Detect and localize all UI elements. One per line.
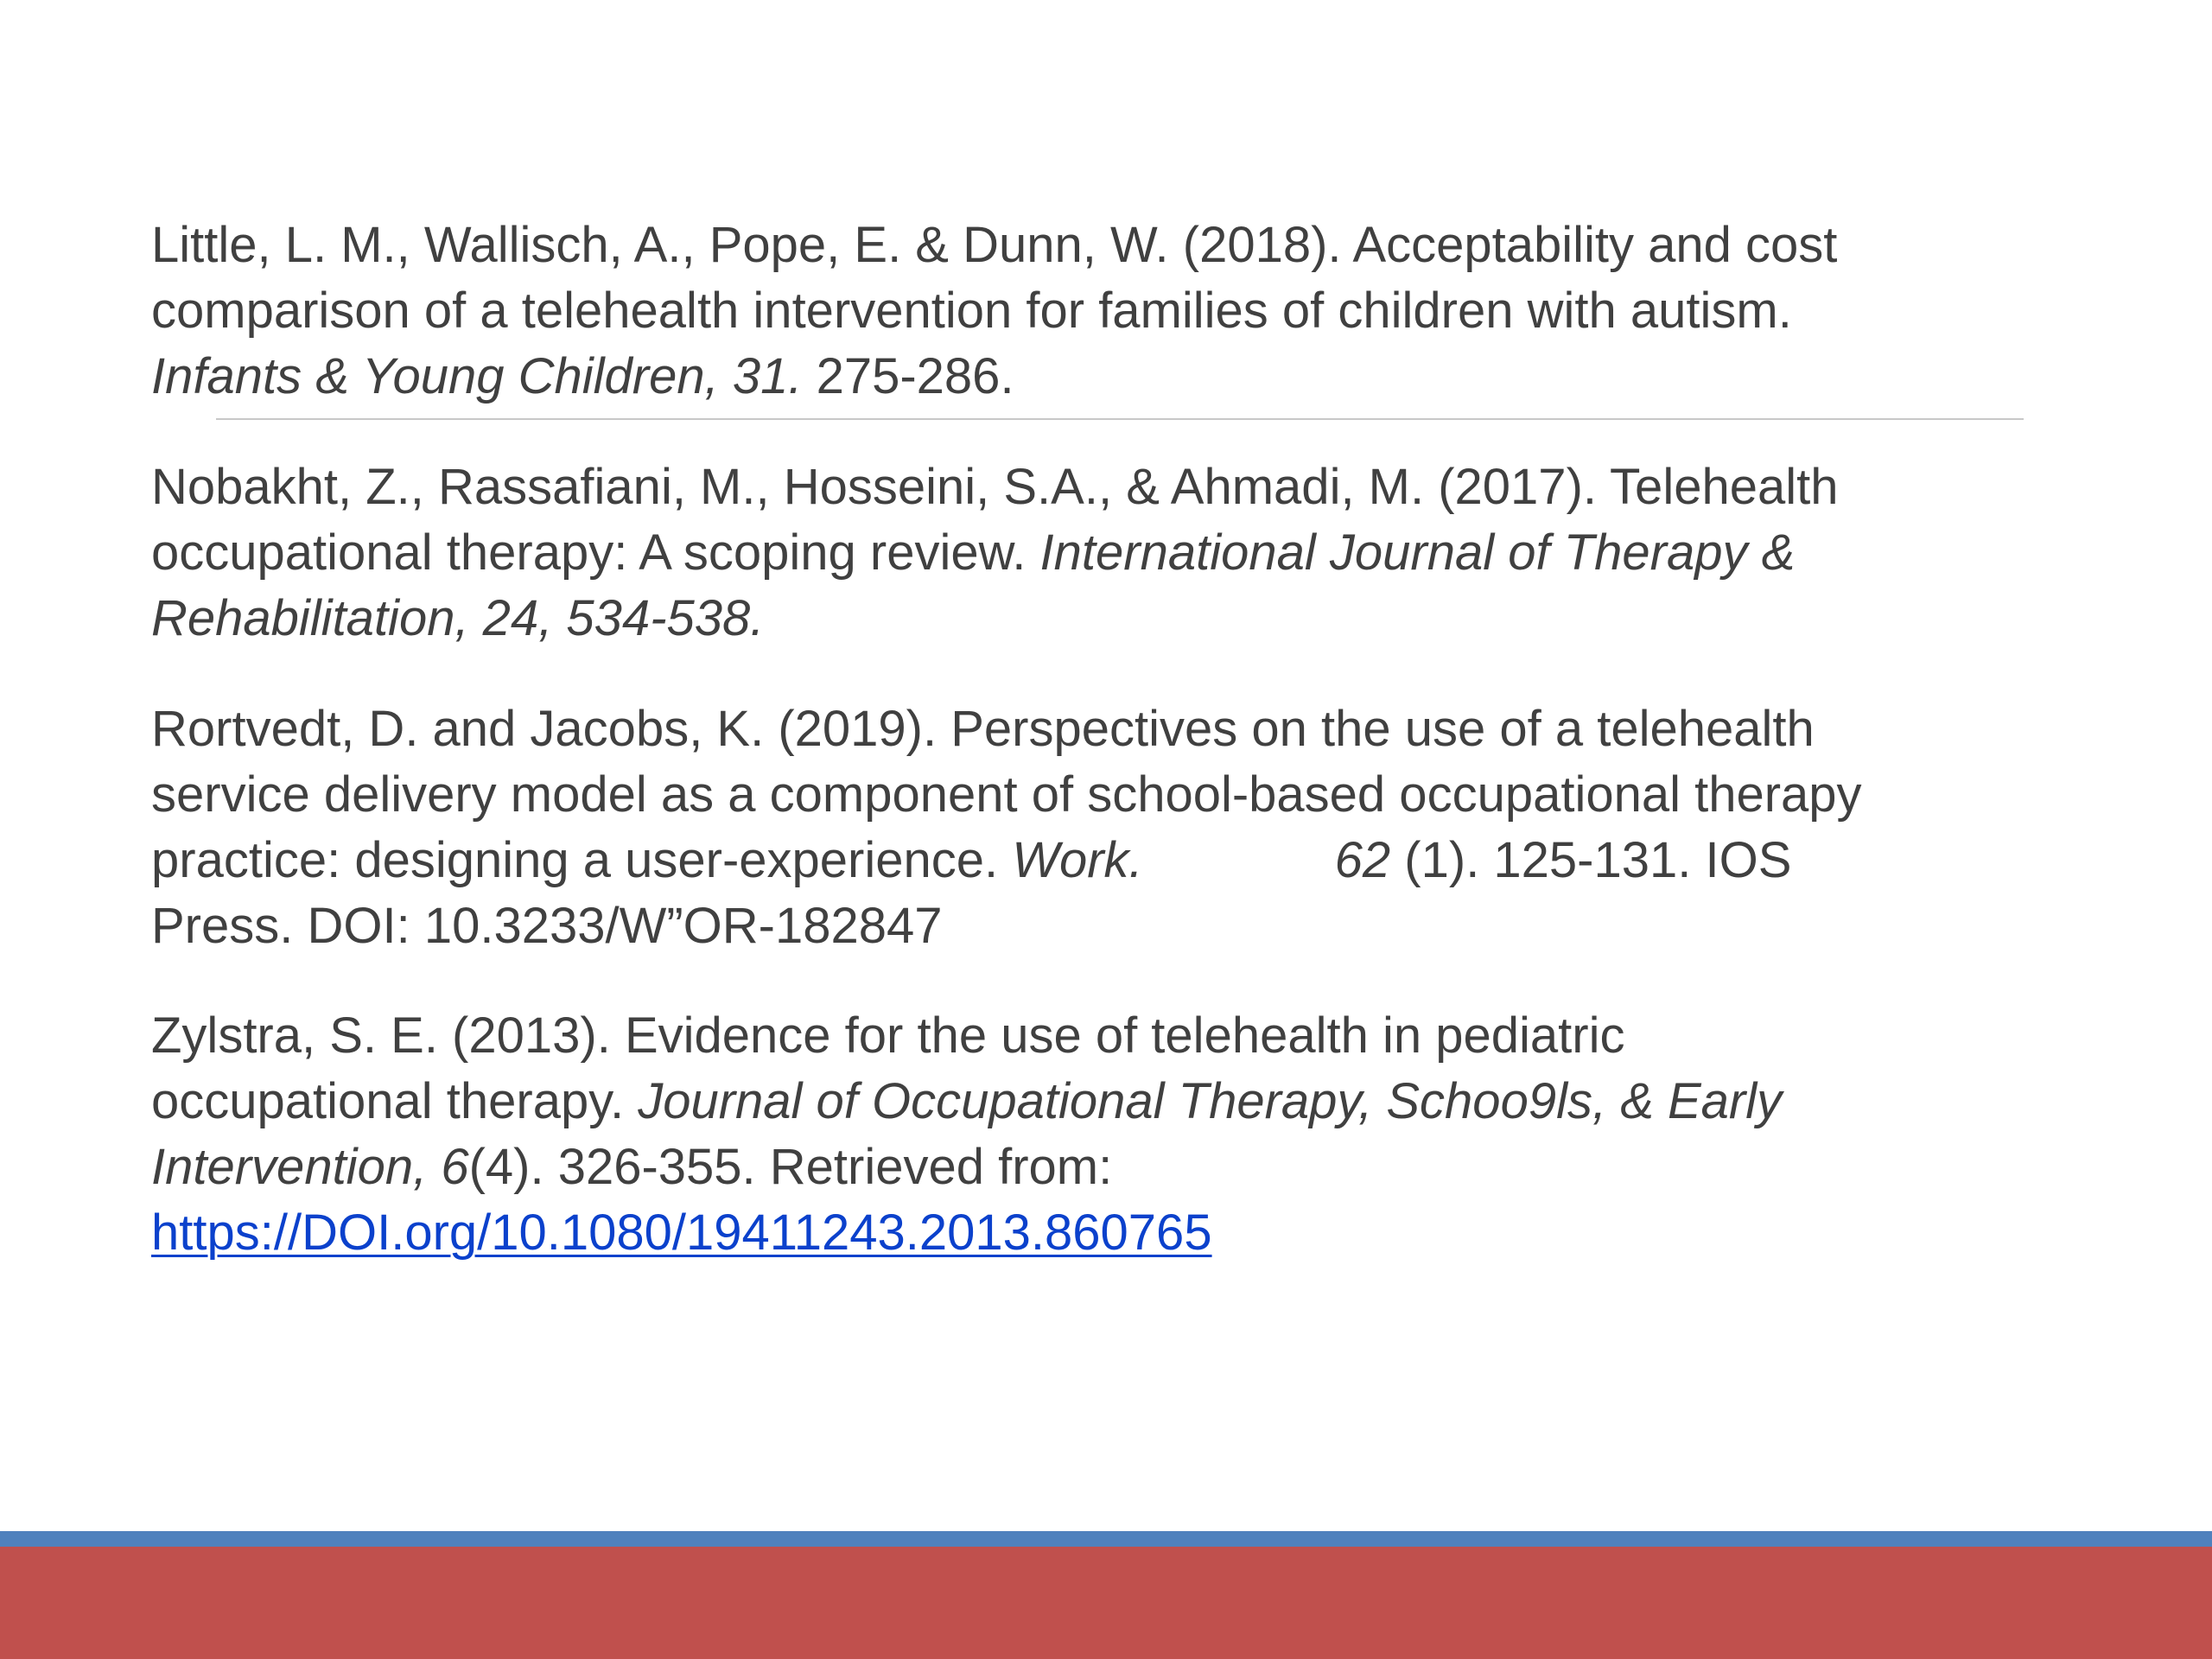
reference-nobakht-2017 xyxy=(151,454,1839,652)
reference-line: Rortvedt, D. and Jacobs, K. (2019). Perspectives on the use of a telehealth xyxy=(151,701,1815,757)
footer-accent-stripe xyxy=(0,1531,2212,1547)
reference-line: comparison of a telehealth intervention for families of children with autism. xyxy=(151,283,1792,339)
reference-line: Zylstra, S. E. (2013). Evidence for the use of telehealth in pediatric xyxy=(151,1007,1625,1064)
reference-line xyxy=(151,1069,1782,1135)
article-title: occupational therapy. xyxy=(151,1073,639,1129)
reference-rortvedt-2019 xyxy=(151,696,1862,959)
doi-link[interactable]: https://DOI.org/10.1080/19411243.2013.860765 xyxy=(151,1205,1212,1261)
journal-title: Work. xyxy=(1012,832,1143,888)
reference-line xyxy=(151,520,1839,586)
reference-line xyxy=(151,344,1837,410)
volume: 62 xyxy=(1334,832,1391,888)
reference-line xyxy=(151,828,1862,893)
journal-title: International Journal of Therapy & xyxy=(1039,524,1796,581)
pages: 275-286. xyxy=(802,348,1014,404)
issue-pages: (4). 326-355. Retrieved from: xyxy=(468,1139,1113,1195)
footer-band xyxy=(0,1547,2212,1659)
issue-pages: (1). 125-131. IOS xyxy=(1390,832,1792,888)
reference-line xyxy=(151,1135,1782,1200)
reference-line xyxy=(151,1200,1782,1266)
reference-line: Press. DOI: 10.3233/W”OR-182847 xyxy=(151,898,943,954)
journal-volume: Intervention, 6 xyxy=(151,1139,469,1195)
journal-title: Journal of Occupational Therapy, Schoo9ls, & Early xyxy=(638,1073,1783,1129)
reference-zylstra-2013 xyxy=(151,1003,1782,1266)
reference-line: service delivery model as a component of school-based occupational therapy xyxy=(151,766,1862,823)
reference-little-2018 xyxy=(151,213,1837,410)
article-title: occupational therapy: A scoping review. xyxy=(151,524,1040,581)
divider-line xyxy=(216,418,2024,420)
reference-line xyxy=(151,586,1839,652)
article-title: practice: designing a user-experience. xyxy=(151,832,1013,888)
reference-line: Little, L. M., Wallisch, A., Pope, E. & Dunn, W. (2018). Acceptability and cost xyxy=(151,217,1838,273)
journal-title-cont: Rehabilitation, 24, 534-538. xyxy=(151,590,765,646)
journal-title: Infants & Young Children, 31. xyxy=(151,348,803,404)
reference-line: Nobakht, Z., Rassafiani, M., Hosseini, S.A., & Ahmadi, M. (2017). Telehealth xyxy=(151,459,1839,515)
